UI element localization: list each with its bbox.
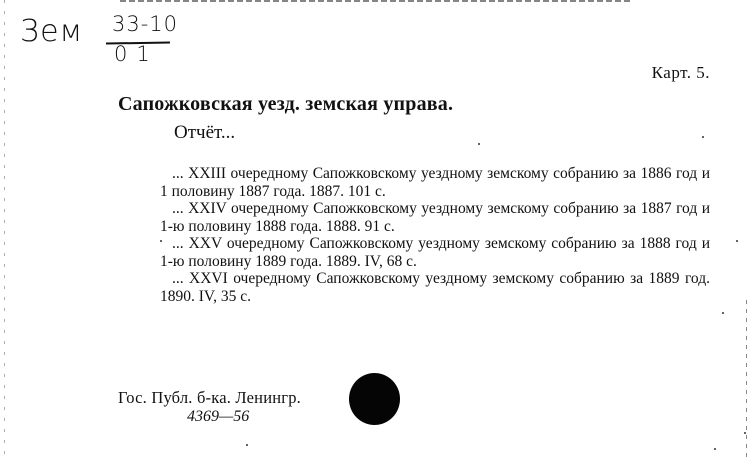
- organization-heading: Сапожковская уезд. земская управа.: [118, 93, 454, 115]
- top-edge-rule: [120, 0, 630, 2]
- report-entry: ... XXV очередному Сапожковскому уездному земскому собранию за 1888 год и 1-ю половину 1889 года. 1889. IV, 68 с.: [160, 235, 710, 270]
- report-entry: ... XXIII очередному Сапожковскому уездному земскому собранию за 1886 год и 1 половину 1887 года. 1887. 101 с.: [160, 165, 710, 200]
- shelfmark-prefix: Зем: [20, 14, 84, 49]
- document-type-heading: Отчёт...: [174, 122, 236, 143]
- report-entry: ... XXIV очередному Сапожковскому уездному земскому собранию за 1887 год и 1-ю половину 1888 года. 1888. 91 с.: [160, 200, 710, 235]
- paper-speck: [160, 240, 162, 242]
- paper-speck: [246, 444, 248, 446]
- card-number: Карт. 5.: [651, 63, 710, 82]
- paper-speck: [736, 240, 738, 242]
- report-entry: ... XXVI очередному Сапожковскому уездному земскому собранию за 1889 год. 1890. IV, 35 с.: [160, 270, 710, 305]
- paper-speck: [744, 432, 746, 434]
- paper-speck: [714, 448, 716, 450]
- library-stamp: Гос. Публ. б-ка. Ленингр.: [118, 388, 302, 407]
- report-entries-list: [160, 165, 710, 305]
- right-edge-mark: [746, 300, 747, 457]
- shelfmark-numerator: 33-10: [112, 12, 179, 36]
- left-edge-mark: [4, 0, 5, 457]
- paper-speck: [722, 312, 724, 314]
- shelfmark-denominator: 01: [114, 42, 159, 66]
- punch-hole: [349, 373, 400, 425]
- paper-speck: [478, 143, 480, 145]
- library-stamp-code: 4369—56: [187, 408, 250, 425]
- paper-speck: [702, 136, 704, 138]
